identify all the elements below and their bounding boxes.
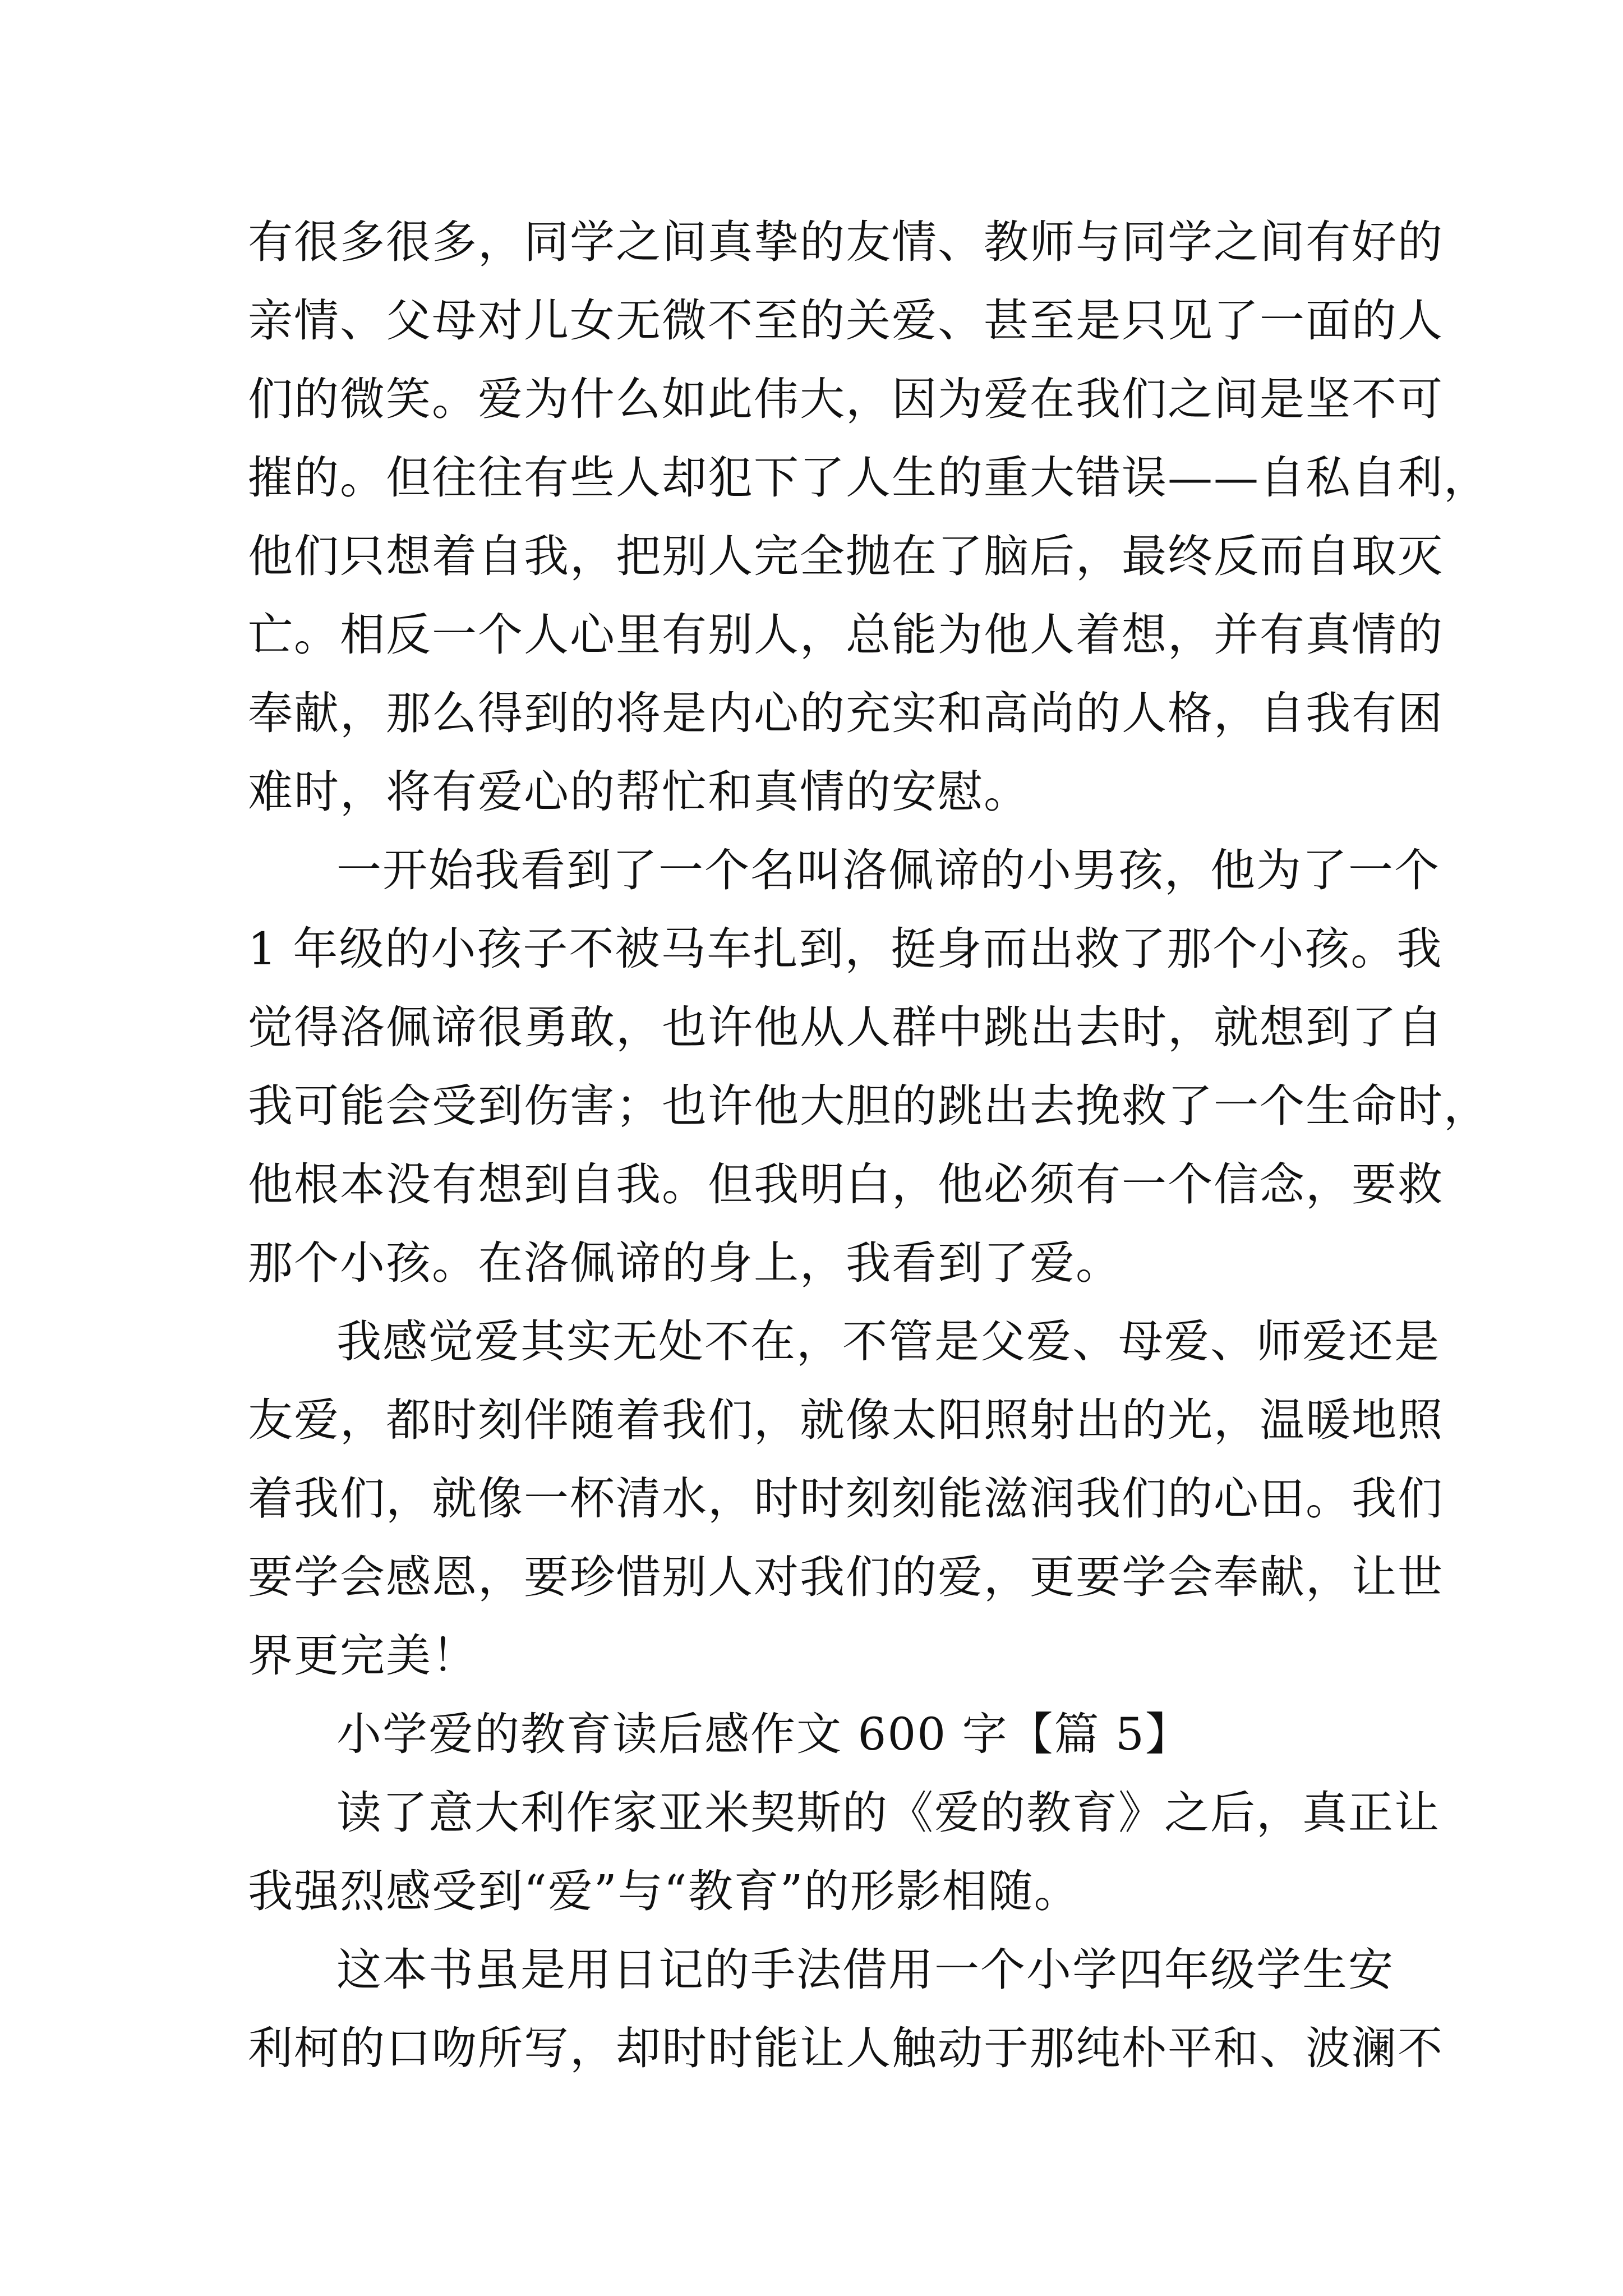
text-line: 奉献，那么得到的将是内心的充实和高尚的人格，自我有困 (248, 687, 1444, 739)
text-line: 友爱，都时刻伴随着我们，就像太阳照射出的光，温暖地照 (248, 1394, 1444, 1446)
text-line: 利柯的口吻所写，却时时能让人触动于那纯朴平和、波澜不 (248, 2022, 1444, 2074)
text-line: 1 年级的小孩子不被马车扎到，挺身而出救了那个小孩。我 (248, 923, 1443, 975)
paragraph-first-line: 读了意大利作家亚米契斯的《爱的教育》之后，真正让 (336, 1787, 1440, 1839)
text-line: 亡。相反一个人心里有别人，总能为他人着想，并有真情的 (248, 609, 1444, 661)
text-line: 亲情、父母对儿女无微不至的关爱、甚至是只见了一面的人 (248, 295, 1444, 347)
text-line: 有很多很多，同学之间真挚的友情、教师与同学之间有好的 (248, 216, 1444, 268)
section-heading: 小学爱的教育读后感作文 600 字【篇 5】 (336, 1708, 1191, 1760)
text-line: 我强烈感受到“爱”与“教育”的形影相随。 (248, 1865, 1080, 1917)
text-line: 他们只想着自我，把别人完全抛在了脑后，最终反而自取灭 (248, 530, 1444, 582)
text-line: 要学会感恩，要珍惜别人对我们的爱，更要学会奉献，让世 (248, 1551, 1444, 1603)
paragraph-first-line: 我感觉爱其实无处不在，不管是父爱、母爱、师爱还是 (336, 1315, 1440, 1368)
text-line: 难时，将有爱心的帮忙和真情的安慰。 (248, 766, 1030, 818)
text-line: 界更完美！ (248, 1630, 478, 1682)
text-line: 觉得洛佩谛很勇敢，也许他从人群中跳出去时，就想到了自 (248, 1001, 1444, 1053)
text-line: 们的微笑。爱为什么如此伟大，因为爱在我们之间是坚不可 (248, 373, 1444, 425)
text-line: 他根本没有想到自我。但我明白，他必须有一个信念，要救 (248, 1158, 1444, 1211)
paragraph-first-line: 这本书虽是用日记的手法借用一个小学四年级学生安 (336, 1944, 1394, 1996)
text-line: 着我们，就像一杯清水，时时刻刻能滋润我们的心田。我们 (248, 1473, 1444, 1525)
paragraph-first-line: 一开始我看到了一个名叫洛佩谛的小男孩，他为了一个 (336, 844, 1440, 896)
text-line: 摧的。但往往有些人却犯下了人生的重大错误——自私自利， (248, 452, 1490, 504)
text-line: 我可能会受到伤害；也许他大胆的跳出去挽救了一个生命时， (248, 1080, 1490, 1132)
text-line: 那个小孩。在洛佩谛的身上，我看到了爱。 (248, 1237, 1122, 1289)
